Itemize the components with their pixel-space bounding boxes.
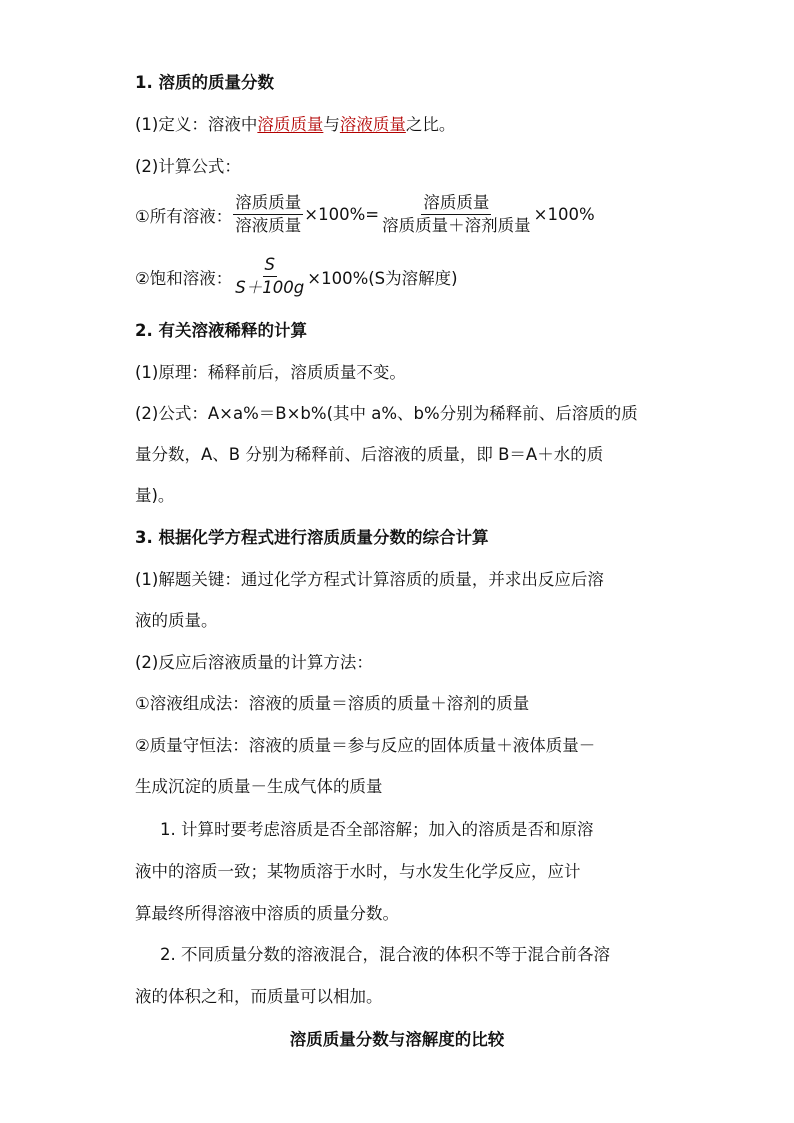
dilution-formula-line-3: 量)。 bbox=[135, 486, 175, 505]
calc-formula-label: (2)计算公式： bbox=[135, 157, 241, 176]
fraction-solute-over-sum bbox=[380, 192, 533, 237]
comparison-title: 溶质质量分数与溶解度的比较 bbox=[289, 1030, 505, 1049]
formula2-end: ×100%(S为溶解度) bbox=[307, 268, 458, 288]
key-point-line-2: 液的质量。 bbox=[135, 611, 218, 630]
formula-saturated bbox=[135, 254, 458, 299]
formula1-label: ①所有溶液： bbox=[135, 206, 233, 226]
dilution-formula-line-2: 量分数，A、B 分别为稀释前、后溶液的质量，即 B＝A＋水的质 bbox=[135, 445, 604, 464]
solute-mass-term: 溶质质量 bbox=[257, 115, 324, 134]
definition-prefix: (1)定义：溶液中 bbox=[135, 115, 258, 134]
definition-line bbox=[135, 113, 455, 137]
definition-suffix: 之比。 bbox=[405, 115, 456, 134]
note1-line-1: 1. 计算时要考虑溶质是否全部溶解；加入的溶质是否和原溶 bbox=[160, 820, 594, 839]
method-conservation-line-2: 生成沉淀的质量－生成气体的质量 bbox=[135, 777, 383, 796]
fraction-solute-over-solution bbox=[233, 192, 303, 237]
note2-line-1: 2. 不同质量分数的溶液混合，混合液的体积不等于混合前各溶 bbox=[160, 945, 610, 964]
section1-title: 1. 溶质的质量分数 bbox=[135, 73, 274, 92]
fraction1-numerator: 溶质质量 bbox=[233, 192, 303, 215]
formula1-mid: ×100%= bbox=[304, 205, 380, 224]
fraction2-denominator: 溶质质量＋溶剂质量 bbox=[382, 216, 531, 235]
note2-line-2: 液的体积之和，而质量可以相加。 bbox=[135, 987, 383, 1006]
key-point-line-1: (1)解题关键：通过化学方程式计算溶质的质量，并求出反应后溶 bbox=[135, 570, 604, 589]
formula-all-solutions bbox=[135, 192, 595, 237]
definition-mid: 与 bbox=[323, 115, 340, 134]
note1-line-2: 液中的溶质一致；某物质溶于水时，与水发生化学反应，应计 bbox=[135, 862, 581, 881]
method-composition: ①溶液组成法：溶液的质量＝溶质的质量＋溶剂的质量 bbox=[135, 694, 530, 713]
method-label: (2)反应后溶液质量的计算方法： bbox=[135, 653, 373, 672]
solution-mass-term: 溶液质量 bbox=[339, 115, 406, 134]
fraction-solubility bbox=[233, 254, 306, 299]
note1-line-3: 算最终所得溶液中溶质的质量分数。 bbox=[135, 904, 399, 923]
fraction3-numerator: S bbox=[263, 254, 277, 277]
fraction1-denominator: 溶液质量 bbox=[235, 216, 302, 235]
method-conservation-line-1: ②质量守恒法：溶液的质量＝参与反应的固体质量＋液体质量－ bbox=[135, 736, 596, 755]
section3-title: 3. 根据化学方程式进行溶质质量分数的综合计算 bbox=[135, 528, 489, 547]
formula2-label: ②饱和溶液： bbox=[135, 268, 233, 288]
section2-title: 2. 有关溶液稀释的计算 bbox=[135, 321, 307, 340]
dilution-principle: (1)原理：稀释前后，溶质质量不变。 bbox=[135, 363, 406, 382]
dilution-formula-line-1: (2)公式：A×a%＝B×b%(其中 a%、b%分别为稀释前、后溶质的质 bbox=[135, 404, 638, 423]
fraction2-numerator: 溶质质量 bbox=[421, 192, 491, 215]
formula1-end: ×100% bbox=[533, 205, 595, 224]
fraction3-denominator: S＋100g bbox=[235, 278, 305, 297]
